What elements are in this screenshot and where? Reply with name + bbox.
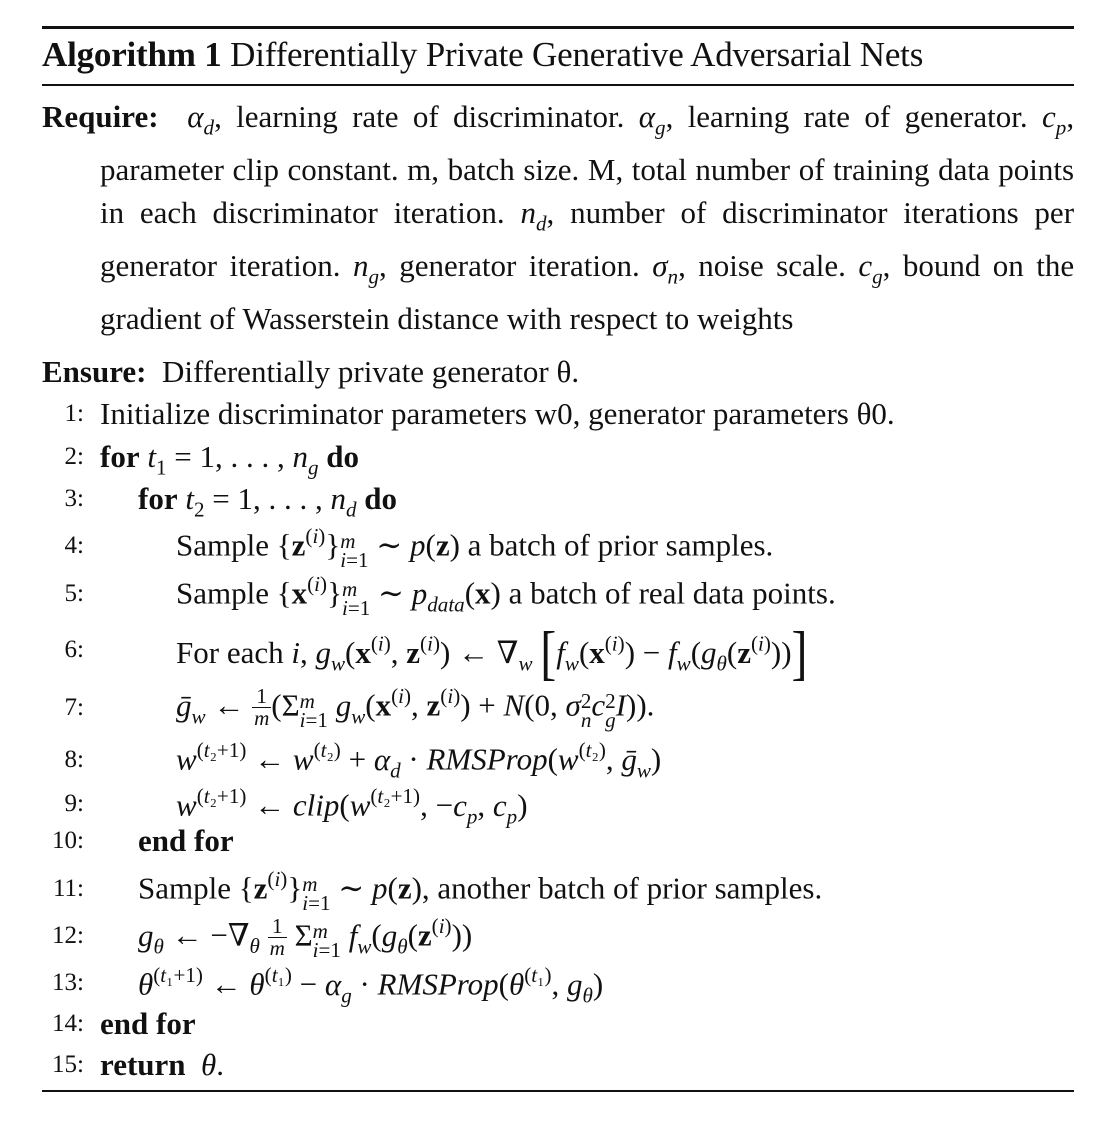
require-ng: $n_g$, generator iteration. [352,248,640,289]
require-alpha-g: $\alpha_g$, learning rate of generator. [638,99,1028,140]
require-alpha-d: $\alpha_d$, learning rate of discriminator. [187,99,625,140]
step-7-text: ḡ$_w$ ← $\frac{1}{m}$ (Σ m i=1 $g_w(x^{(i)}$, $z^{(i)}) + N(0$, σ 2 n c 2 g I)). [176,684,655,733]
algorithm-title [42,35,923,75]
step-5-text: Sample $\{x^{(i)}\}$ m i=1 ∼ $p_{data}(x)$ a batch of real data points. [176,572,836,621]
require-sigma: $\sigma_n$, noise scale. [652,248,846,289]
require-nd: $n_d$, number of discriminator iterations per generator iteration. [100,194,1075,284]
step-8-text: $w^{(t_2+1)}$ ← $w^{(t_2)} + \alpha_d$ · $RMSProp(w^{(t_2)}$, ḡ$_w$) [176,738,662,783]
top-rule [42,26,1074,29]
step-2-text: for $t_1 = 1$, . . . , $n_g$ do [100,439,360,480]
step-10-text: end for [138,823,234,858]
require-M: M, total number of training data points in each discriminator iteration. [100,152,1075,230]
step-11-text: Sample $\{z^{(i)}\}$ m i=1 ∼ p(z), another batch of prior samples. [138,867,823,916]
require-keyword: Require: [42,99,159,134]
ensure-keyword: Ensure: [42,354,147,389]
step-12-text: $g_\theta$ ← $-\nabla_\theta$ $\frac{1}{m}$ Σ m i=1 $f_w(g_\theta(z^{(i)}))$ [138,914,473,963]
step-15-text: return θ. [100,1047,225,1082]
title-rule [42,84,1074,86]
ensure-block [42,354,579,390]
step-6-text: For each i, $g_w(x^{(i)}$, $z^{(i)}$) ← $\nabla_w$ $[f_w(x^{(i)}) - f_w(g_\theta(z^{(i)}))]$ [176,620,808,687]
step-14-text: end for [100,1006,196,1041]
require-block [42,96,1074,341]
require-cg: $c_g$, bound on the gradient of Wasserstein distance with respect to weights [100,248,1075,337]
step-13-text: $\theta^{(t_1+1)}$ ← $\theta^{(t_1)} - \alpha_g$ · $RMSProp(\theta^{(t_1)}$, $g_\theta$) [138,963,604,1008]
step-3-text: for $t_2 = 1$, . . . , $n_d$ do [138,481,398,522]
ensure-text: Differentially private generator θ. [162,354,580,389]
step-9-text: $w^{(t_2+1)}$ ← $clip(w^{(t_2+1)}$, $-c_p$, $c_p$) [176,784,528,829]
bottom-rule [42,1090,1074,1092]
algorithm-label: Algorithm 1 [42,35,222,74]
step-4-text: Sample $\{z^{(i)}\}$ m i=1 ∼ p(z) a batch of prior samples. [176,524,774,573]
require-cp: $c_p$, parameter clip constant. [100,99,1075,188]
algorithm-name: Differentially Private Generative Adversarial Nets [230,35,924,74]
require-m: m, batch size. [407,152,580,188]
step-1-text: Initialize discriminator parameters w0, generator parameters θ0. [100,396,895,431]
